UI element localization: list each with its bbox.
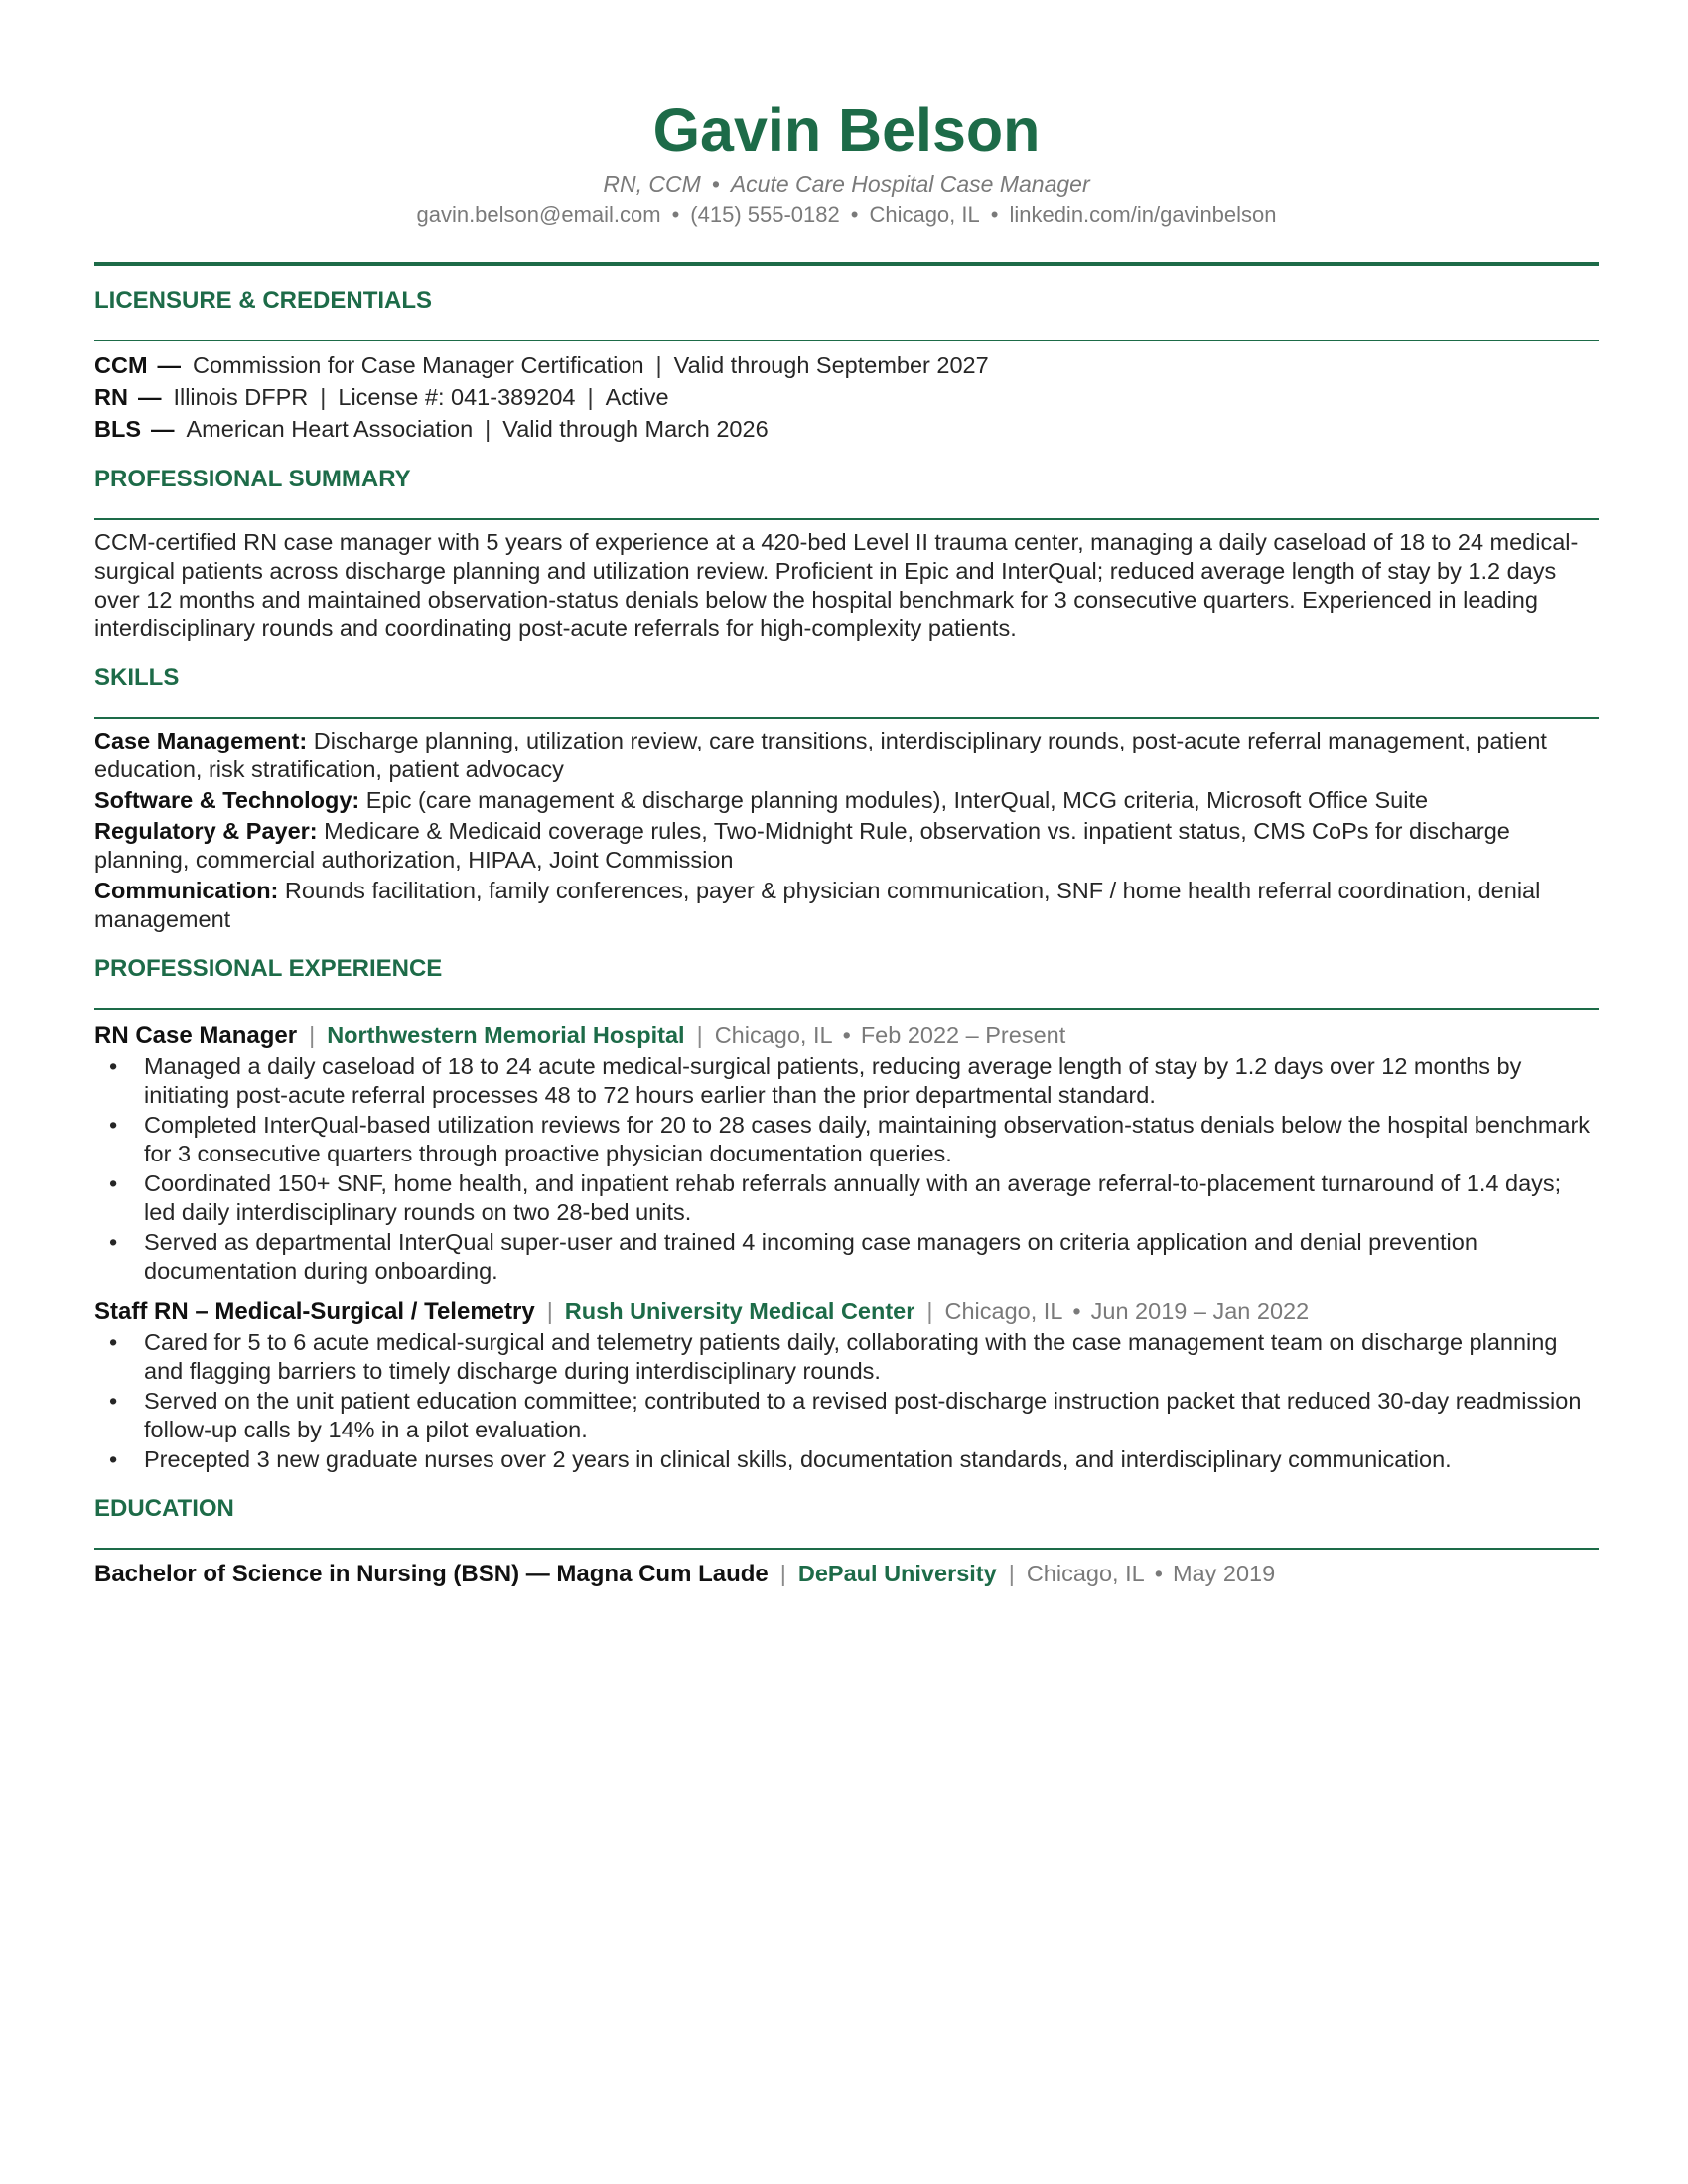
skill-text: Discharge planning, utilization review, care transitions, interdisciplinary rounds, post-acute referral management, patient education, risk stratification, patient advocacy [94, 728, 1547, 782]
contact-line: gavin.belson@email.com • (415) 555-0182 • Chicago, IL • linkedin.com/in/gavinbelson [416, 203, 1277, 227]
section-title-summary: PROFESSIONAL SUMMARY [94, 466, 411, 492]
section-divider [94, 1548, 1599, 1550]
credential-bls: BLS — American Heart Association | Valid through March 2026 [94, 416, 769, 442]
skill-label: Case Management: [94, 728, 308, 753]
skill-group [94, 817, 1599, 875]
skill-label: Regulatory & Payer: [94, 818, 318, 844]
job-bullets [94, 1328, 1599, 1474]
skill-group [94, 786, 1599, 815]
job-dates: Feb 2022 – Present [860, 1023, 1066, 1048]
resume-content [94, 97, 1599, 1590]
list-item: • Precepted 3 new graduate nurses over 2 years in clinical skills, documentation standards, and interdisciplinary communication. [94, 1445, 1599, 1474]
skill-text: Epic (care management & discharge planning modules), InterQual, MCG criteria, Microsoft Office Suite [365, 787, 1429, 813]
skill-label: Software & Technology: [94, 787, 360, 813]
section-divider [94, 340, 1599, 341]
credential-ccm: CCM — Commission for Case Manager Certification | Valid through September 2027 [94, 352, 989, 378]
credential-detail: Active [605, 384, 669, 410]
header-divider [94, 262, 1599, 266]
section-divider [94, 717, 1599, 719]
education-date: May 2019 [1172, 1561, 1276, 1586]
credential-detail: Valid through September 2027 [673, 352, 989, 378]
tagline-role: Acute Care Hospital Case Manager [730, 171, 1090, 197]
tagline: RN, CCM • Acute Care Hospital Case Manager [603, 171, 1090, 197]
job-entry [94, 1296, 1599, 1474]
skill-text: Medicare & Medicaid coverage rules, Two-Midnight Rule, observation vs. inpatient status, CMS CoPs for discharge planning, commercial authorization, HIPAA, Joint Commission [94, 818, 1510, 873]
job-organization: Northwestern Memorial Hospital [327, 1023, 685, 1048]
credential-code: CCM [94, 352, 148, 378]
contact-location: Chicago, IL [869, 203, 980, 227]
credential-issuer: American Heart Association [186, 416, 474, 442]
credential-code: RN [94, 384, 128, 410]
job-entry [94, 1020, 1599, 1286]
contact-email: gavin.belson@email.com [416, 203, 661, 227]
list-item: • Completed InterQual-based utilization reviews for 20 to 28 cases daily, maintaining observation-status denials below the hospital benchmark for 3 consecutive quarters through proactive physician documentation queries. [94, 1111, 1599, 1168]
section-title-experience: PROFESSIONAL EXPERIENCE [94, 955, 443, 982]
summary-text: CCM-certified RN case manager with 5 years of experience at a 420-bed Level II trauma center, managing a daily caseload of 18 to 24 medical-surgical patients across discharge planning and utilization review. Proficient in Epic and InterQual; reduced average length of stay by 1.2 days over 12 months and maintained observation-status denials below the hospital benchmark for 3 consecutive quarters. Experienced in leading interdisciplinary rounds and coordinating post-acute referrals for high-complexity patients. [94, 529, 1579, 641]
credential-license: License #: 041-389204 [338, 384, 576, 410]
education-degree: Bachelor of Science in Nursing (BSN) — Magna Cum Laude [94, 1561, 769, 1587]
education-entry: Bachelor of Science in Nursing (BSN) — Magna Cum Laude | DePaul University | Chicago, IL • May 2019 [94, 1561, 1276, 1587]
licensure-list [94, 349, 1599, 445]
skill-group [94, 877, 1599, 934]
credential-rn: RN — Illinois DFPR | License #: 041-389204 | Active [94, 384, 669, 410]
contact-linkedin: linkedin.com/in/gavinbelson [1009, 203, 1277, 227]
list-item: • Served as departmental InterQual super-user and trained 4 incoming case managers on criteria application and denial prevention documentation during onboarding. [94, 1228, 1599, 1286]
credential-issuer: Commission for Case Manager Certification [193, 352, 644, 378]
section-title-skills: SKILLS [94, 664, 180, 691]
job-location: Chicago, IL [714, 1023, 833, 1048]
education-school: DePaul University [797, 1561, 997, 1586]
section-divider [94, 1008, 1599, 1010]
job-location: Chicago, IL [944, 1298, 1063, 1324]
skill-text: Rounds facilitation, family conferences, payer & physician communication, SNF / home health referral coordination, denial management [94, 878, 1541, 932]
section-title-education: EDUCATION [94, 1495, 234, 1522]
job-dates: Jun 2019 – Jan 2022 [1090, 1298, 1310, 1324]
skills-list [94, 727, 1599, 934]
job-header: RN Case Manager | Northwestern Memorial Hospital | Chicago, IL • Feb 2022 – Present [94, 1023, 1066, 1049]
list-item: • Coordinated 150+ SNF, home health, and inpatient rehab referrals annually with an average referral-to-placement turnaround of 1.4 days; led daily interdisciplinary rounds on two 28-bed units. [94, 1169, 1599, 1227]
skill-group [94, 727, 1599, 784]
skill-label: Communication: [94, 878, 279, 903]
list-item: • Served on the unit patient education committee; contributed to a revised post-discharge instruction packet that reduced 30-day readmission follow-up calls by 14% in a pilot evaluation. [94, 1387, 1599, 1444]
job-organization: Rush University Medical Center [564, 1298, 915, 1324]
tagline-credentials: RN, CCM [603, 171, 701, 197]
credential-code: BLS [94, 416, 141, 442]
credential-issuer: Illinois DFPR [173, 384, 309, 410]
job-bullets [94, 1052, 1599, 1286]
contact-phone: (415) 555-0182 [690, 203, 840, 227]
section-divider [94, 518, 1599, 520]
list-item: • Cared for 5 to 6 acute medical-surgical and telemetry patients daily, collaborating with the case management team on discharge planning and flagging barriers to timely discharge during interdisciplinary rounds. [94, 1328, 1599, 1386]
section-title-licensure: LICENSURE & CREDENTIALS [94, 287, 433, 314]
candidate-name: Gavin Belson [652, 96, 1041, 164]
job-title: RN Case Manager [94, 1023, 298, 1049]
credential-detail: Valid through March 2026 [502, 416, 769, 442]
list-item: • Managed a daily caseload of 18 to 24 acute medical-surgical patients, reducing average length of stay by 1.2 days over 12 months by initiating post-acute referral processes 48 to 72 hours earlier than the prior departmental standard. [94, 1052, 1599, 1110]
resume-header [94, 97, 1599, 230]
job-title: Staff RN – Medical-Surgical / Telemetry [94, 1298, 535, 1325]
job-header: Staff RN – Medical-Surgical / Telemetry | Rush University Medical Center | Chicago, IL • Jun 2019 – Jan 2022 [94, 1298, 1310, 1325]
education-location: Chicago, IL [1026, 1561, 1145, 1586]
